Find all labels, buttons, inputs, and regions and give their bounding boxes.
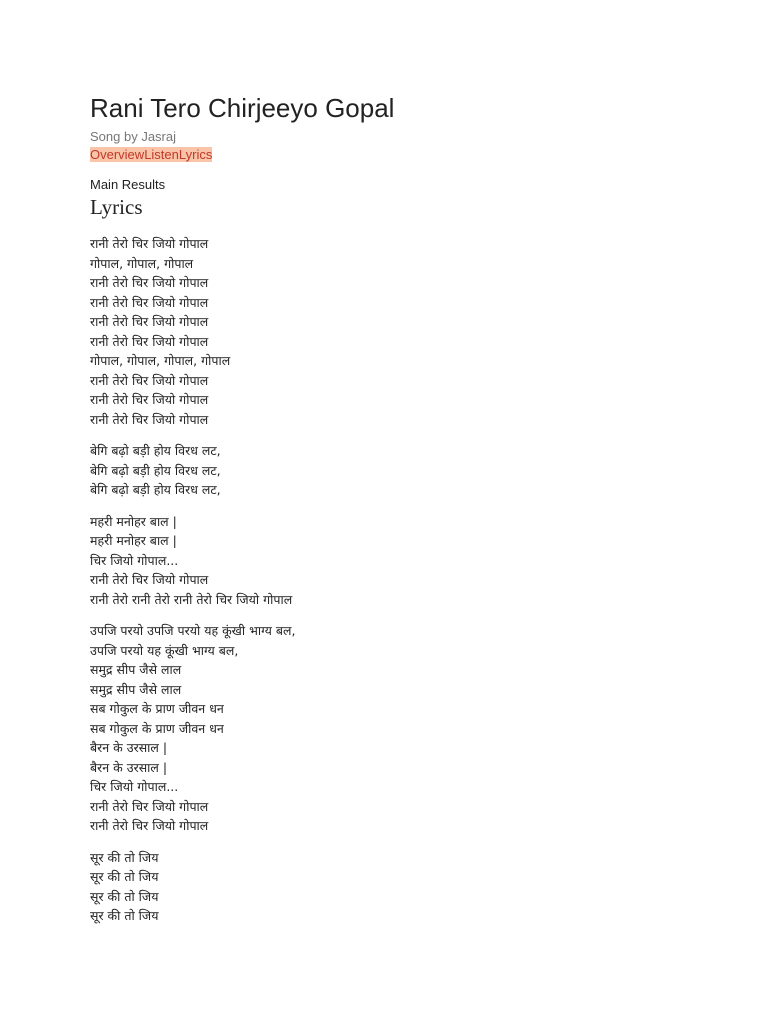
lyrics-stanza <box>90 512 730 610</box>
lyric-line: रानी तेरो चिर जियो गोपाल <box>90 275 209 290</box>
lyric-line: बेगि बढ़ो बड़ी होय विरध लट, <box>90 482 221 497</box>
lyrics-heading: Lyrics <box>90 195 143 219</box>
lyric-line: रानी तेरो चिर जियो गोपाल <box>90 411 209 427</box>
lyric-line: महरी मनोहर बाल | <box>90 533 177 548</box>
lyric-line: रानी तेरो चिर जियो गोपाल <box>90 392 209 407</box>
lyric-line: समुद्र सीप जैसे लाल <box>90 681 182 697</box>
lyric-line: गोपाल, गोपाल, गोपाल <box>90 255 194 271</box>
lyric-line: सब गोकुल के प्राण जीवन धन <box>90 701 224 716</box>
lyrics-stanza <box>90 848 730 926</box>
lyric-line: उपजि परयो उपजि परयो यह कूंखी भाग्य बल, <box>90 623 296 638</box>
song-title: Rani Tero Chirjeeyo Gopal <box>90 93 395 123</box>
lyric-line: रानी तेरो चिर जियो गोपाल <box>90 236 209 251</box>
lyric-line: सूर की तो जिय <box>90 888 159 904</box>
lyric-line: सब गोकुल के प्राण जीवन धन <box>90 720 224 736</box>
lyric-line: रानी तेरो चिर जियो गोपाल <box>90 798 209 814</box>
tab-bar <box>90 147 212 162</box>
lyric-line: उपजि परयो यह कूंखी भाग्य बल, <box>90 642 239 658</box>
lyric-line: सूर की तो जिय <box>90 849 159 865</box>
lyric-line: रानी तेरो चिर जियो गोपाल <box>90 572 209 587</box>
lyric-line: रानी तेरो चिर जियो गोपाल <box>90 372 209 388</box>
lyric-line: रानी तेरो रानी तेरो रानी तेरो चिर जियो गोपाल <box>90 591 293 607</box>
lyric-line: चिर जियो गोपाल... <box>90 552 179 568</box>
lyrics-stanza <box>90 441 730 500</box>
lyrics-page <box>90 92 730 938</box>
song-subtitle: Song by Jasraj <box>90 129 176 144</box>
lyric-line: बेगि बढ़ो बड़ी होय विरध लट, <box>90 462 221 478</box>
lyric-line: गोपाल, गोपाल, गोपाल, गोपाल <box>90 353 231 368</box>
lyric-line: रानी तेरो चिर जियो गोपाल <box>90 818 209 833</box>
tab-listen[interactable]: Listen <box>144 147 179 162</box>
lyric-line: बैरन के उरसाल | <box>90 759 168 775</box>
tab-overview[interactable]: Overview <box>90 147 145 162</box>
lyric-line: समुद्र सीप जैसे लाल <box>90 662 182 677</box>
lyric-line: रानी तेरो चिर जियो गोपाल <box>90 314 209 329</box>
lyrics-body <box>90 234 730 926</box>
tab-lyrics[interactable]: Lyrics <box>178 147 213 162</box>
section-label: Main Results <box>90 177 166 192</box>
lyric-line: चिर जियो गोपाल... <box>90 779 179 794</box>
lyrics-stanza <box>90 621 730 836</box>
lyric-line: रानी तेरो चिर जियो गोपाल <box>90 294 209 310</box>
lyric-line: सूर की तो जिय <box>90 908 159 923</box>
lyrics-stanza <box>90 234 730 429</box>
lyric-line: सूर की तो जिय <box>90 869 159 884</box>
lyric-line: रानी तेरो चिर जियो गोपाल <box>90 333 209 349</box>
lyric-line: बेगि बढ़ो बड़ी होय विरध लट, <box>90 443 221 458</box>
lyric-line: बैरन के उरसाल | <box>90 740 168 755</box>
lyric-line: महरी मनोहर बाल | <box>90 513 177 529</box>
